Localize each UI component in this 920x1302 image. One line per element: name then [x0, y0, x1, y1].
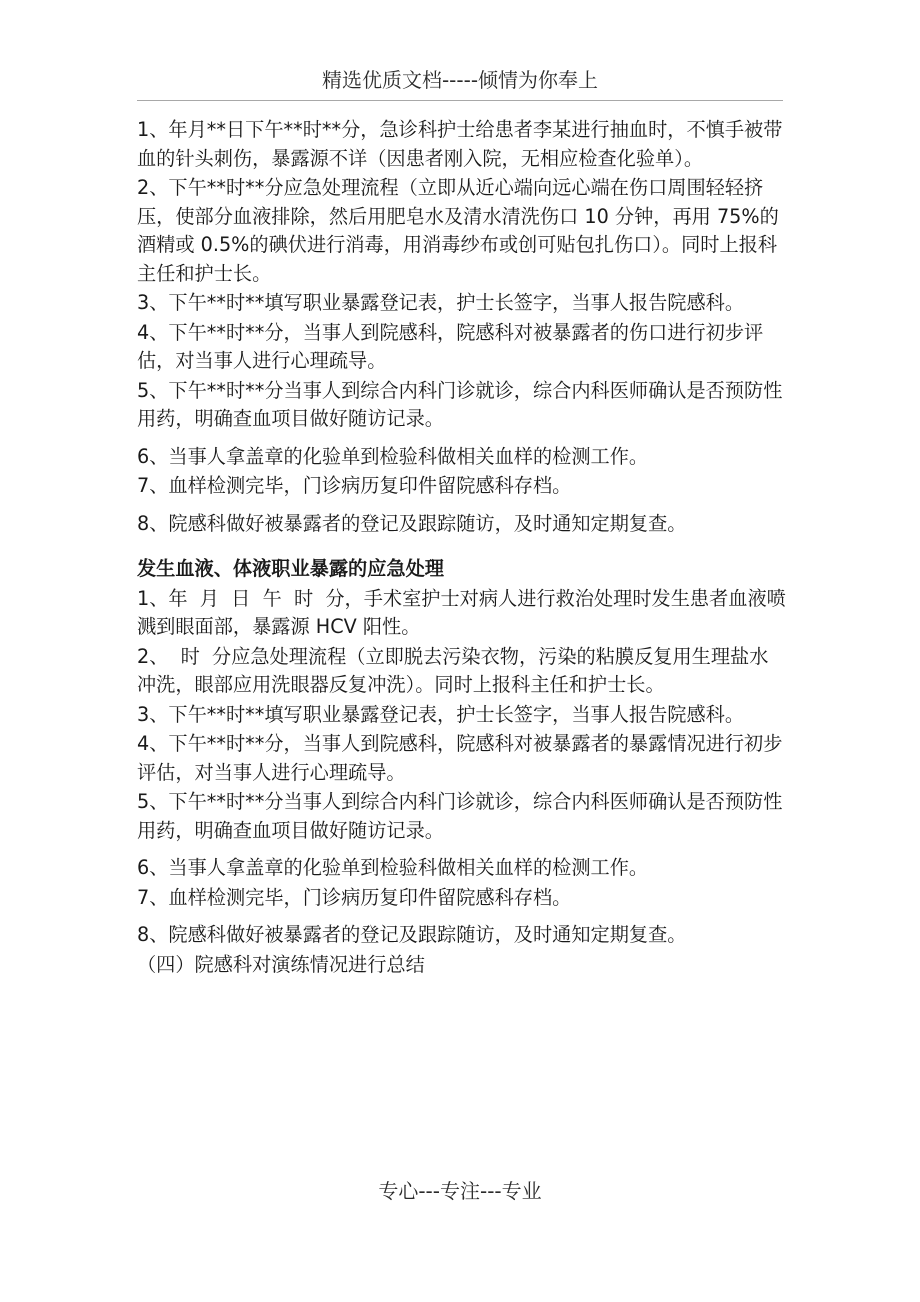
- document-body: [137, 116, 787, 980]
- section2-item-2: 2、 时 分应急处理流程（立即脱去污染衣物，污染的粘膜反复用生理盐水冲洗，眼部应用洗眼器反复冲洗）。同时上报科主任和护士长。: [137, 644, 769, 696]
- section-2: [137, 555, 787, 979]
- section2-item-3: 3、下午**时**填写职业暴露登记表，护士长签字，当事人报告院感科。: [137, 702, 745, 726]
- section2-title: 发生血液、体液职业暴露的应急处理: [137, 557, 444, 580]
- page-header: 精选优质文档-----倾情为你奉上: [137, 62, 783, 101]
- page-footer: 专心---专注---专业: [378, 1179, 542, 1203]
- section1-item-6: 6、当事人拿盖章的化验单到检验科做相关血样的检测工作。: [137, 444, 649, 468]
- section1-item-8: 8、院感科做好被暴露者的登记及跟踪随访，及时通知定期复查。: [137, 511, 687, 535]
- section2-item-5: 5、下午**时**分当事人到综合内科门诊就诊，综合内科医师确认是否预防性用药，明确查血项目做好随访记录。: [137, 790, 783, 842]
- section1-item-3: 3、下午**时**填写职业暴露登记表，护士长签字，当事人报告院感科。: [137, 291, 745, 314]
- section2-item-1: 1、年 月 日 午 时 分，手术室护士对病人进行救治处理时发生患者血液喷溅到眼面部，暴露源 HCV 阳性。: [137, 586, 786, 638]
- section-1: [137, 116, 787, 538]
- section2-closing: （四）院感科对演练情况进行总结: [137, 952, 425, 976]
- section1-item-7: 7、血样检测完毕，门诊病历复印件留院感科存档。: [137, 474, 572, 497]
- section1-item-1: 1、年月**日下午**时**分，急诊科护士给患者李某进行抽血时，不慎手被带血的针头刺伤，暴露源不详（因患者刚入院，无相应检查化验单）。: [137, 118, 783, 170]
- section1-item-5: 5、下午**时**分当事人到综合内科门诊就诊，综合内科医师确认是否预防性用药，明确查血项目做好随访记录。: [137, 378, 783, 430]
- section1-item-4: 4、下午**时**分，当事人到院感科，院感科对被暴露者的伤口进行初步评估，对当事人进行心理疏导。: [137, 320, 764, 372]
- section1-item-2: 2、下午**时**分应急处理流程（立即从近心端向远心端在伤口周围轻轻挤压，使部分血液排除，然后用肥皂水及清水清洗伤口 10 分钟，再用 75%的酒精或 0.5%的碘伏进行消毒，用消毒纱布或创可贴包扎伤口）。同时上报科主任和护士长。: [137, 176, 779, 285]
- section2-item-7: 7、血样检测完毕，门诊病历复印件留院感科存档。: [137, 885, 572, 909]
- section2-item-6: 6、当事人拿盖章的化验单到检验科做相关血样的检测工作。: [137, 856, 649, 879]
- section2-item-8: 8、院感科做好被暴露者的登记及跟踪随访，及时通知定期复查。: [137, 923, 687, 946]
- section2-item-4: 4、下午**时**分，当事人到院感科，院感科对被暴露者的暴露情况进行初步评估，对当事人进行心理疏导。: [137, 732, 783, 784]
